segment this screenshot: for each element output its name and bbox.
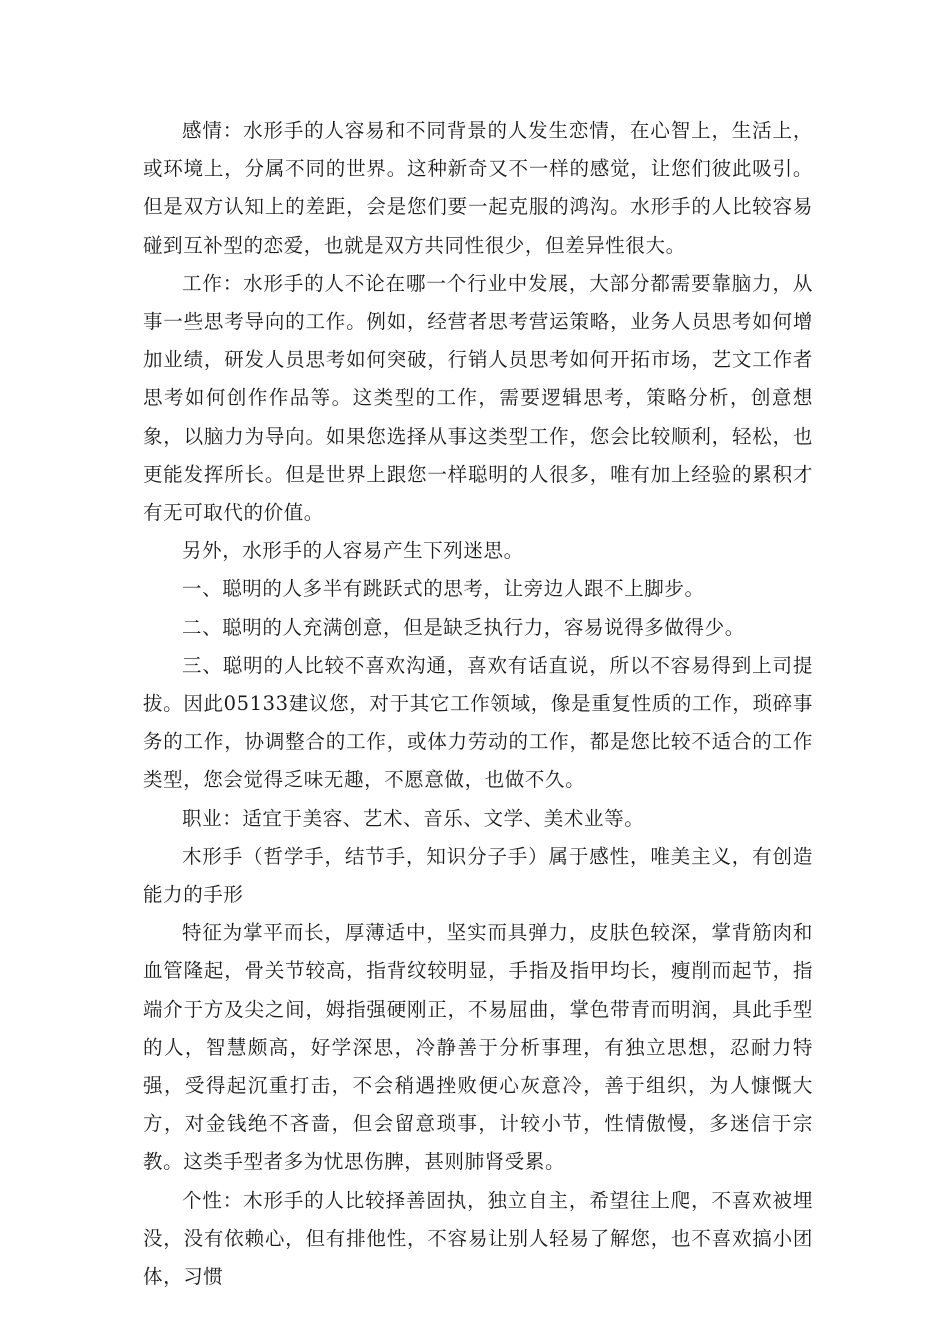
paragraph-wood-hand-personality: 个性：木形手的人比较择善固执，独立自主，希望往上爬，不喜欢被埋没，没有依赖心，但有排他性，不容易让别人轻易了解您，也不喜欢搞小团体，习惯: [143, 1188, 813, 1289]
paragraph-wood-hand-title: 木形手（哲学手，结节手，知识分子手）属于感性，唯美主义，有创造能力的手形: [143, 844, 813, 907]
paragraph-misconceptions-intro: 另外，水形手的人容易产生下列迷思。: [182, 539, 524, 563]
paragraph-wood-hand-features: 特征为掌平而长，厚薄适中，坚实而具弹力，皮肤色较深，掌背筋肉和血管隆起，骨关节较高，指背纹较明显，手指及指甲均长，瘦削而起节，指端介于方及尖之间，姆指强硬刚正，不易屈曲，掌色带青而明润，具此手型的人，智慧颇高，好学深思，冷静善于分析事理，有独立思想，忍耐力特强，受得起沉重打击，不会稍遇挫败便心灰意冷，善于组织，为人慷慨大方，对金钱绝不吝啬，但会留意琐事，计较小节，性情傲慢，多迷信于宗教。这类手型者多为忧思伤脾，甚则肺肾受累。: [143, 921, 813, 1174]
paragraph-career: 职业：适宜于美容、艺术、音乐、文学、美术业等。: [182, 806, 645, 830]
paragraph-love: 感情：水形手的人容易和不同背景的人发生恋情，在心智上，生活上，或环境上，分属不同的世界。这种新奇又不一样的感觉，让您们彼此吸引。但是双方认知上的差距，会是您们要一起克服的鸿沟。水形手的人比较容易碰到互补型的恋爱，也就是双方共同性很少，但差异性很大。: [143, 119, 813, 257]
paragraph-misconception-2: 二、聪明的人充满创意，但是缺乏执行力，容易说得多做得少。: [182, 615, 745, 639]
document-body: [143, 112, 813, 1296]
paragraph-misconception-3: 三、聪明的人比较不喜欢沟通，喜欢有话直说，所以不容易得到上司提拔。因此05133建议您，对于其它工作领域，像是重复性质的工作，琐碎事务的工作，协调整合的工作，或体力劳动的工作，都是您比较不适合的工作类型，您会觉得乏味无趣，不愿意做，也做不久。: [143, 653, 813, 792]
paragraph-work: 工作：水形手的人不论在哪一个行业中发展，大部分都需要靠脑力，从事一些思考导向的工作。例如，经营者思考营运策略，业务人员思考如何增加业绩，研发人员思考如何突破，行销人员思考如何开拓市场，艺文工作者思考如何创作作品等。这类型的工作，需要逻辑思考，策略分析，创意想象，以脑力为导向。如果您选择从事这类型工作，您会比较顺利，轻松，也更能发挥所长。但是世界上跟您一样聪明的人很多，唯有加上经验的累积才有无可取代的价值。: [143, 271, 813, 525]
paragraph-misconception-1: 一、聪明的人多半有跳跃式的思考，让旁边人跟不上脚步。: [182, 577, 705, 601]
